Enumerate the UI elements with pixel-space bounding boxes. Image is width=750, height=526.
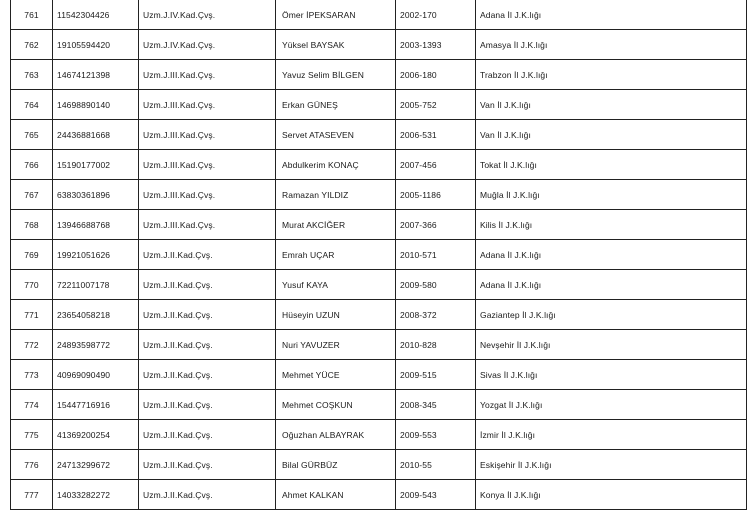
- id-number-cell: 24893598772: [53, 330, 139, 360]
- id-number-cell: 72211007178: [53, 270, 139, 300]
- table-row: [11, 0, 747, 30]
- row-number: 775: [11, 420, 53, 450]
- table-row: [11, 360, 747, 390]
- table-row: [11, 240, 747, 270]
- table-row: [11, 300, 747, 330]
- table-row: [11, 330, 747, 360]
- unit-cell: Tokat İl J.K.lığı: [476, 150, 747, 180]
- registry-number-cell: 2006-531: [396, 120, 476, 150]
- unit-cell: Yozgat İl J.K.lığı: [476, 390, 747, 420]
- row-number: 761: [11, 0, 53, 30]
- row-number: 766: [11, 150, 53, 180]
- rank-title-cell: Uzm.J.III.Kad.Çvş.: [139, 90, 276, 120]
- id-number-cell: 19921051626: [53, 240, 139, 270]
- rank-title-cell: Uzm.J.II.Kad.Çvş.: [139, 390, 276, 420]
- id-number-cell: 11542304426: [53, 0, 139, 30]
- unit-cell: Adana İl J.K.lığı: [476, 270, 747, 300]
- unit-cell: Eskişehir İl J.K.lığı: [476, 450, 747, 480]
- id-number-cell: 23654058218: [53, 300, 139, 330]
- id-number-cell: 40969090490: [53, 360, 139, 390]
- unit-cell: Kilis İl J.K.lığı: [476, 210, 747, 240]
- table-body: [11, 0, 747, 510]
- rank-title-cell: Uzm.J.III.Kad.Çvş.: [139, 60, 276, 90]
- id-number-cell: 13946688768: [53, 210, 139, 240]
- full-name-cell: Erkan GÜNEŞ: [276, 90, 396, 120]
- table-row: [11, 480, 747, 510]
- rank-title-cell: Uzm.J.IV.Kad.Çvş.: [139, 0, 276, 30]
- row-number: 767: [11, 180, 53, 210]
- id-number-cell: 14674121398: [53, 60, 139, 90]
- unit-cell: Konya İl J.K.lığı: [476, 480, 747, 510]
- id-number-cell: 15447716916: [53, 390, 139, 420]
- rank-title-cell: Uzm.J.III.Kad.Çvş.: [139, 120, 276, 150]
- id-number-cell: 14033282272: [53, 480, 139, 510]
- unit-cell: Muğla İl J.K.lığı: [476, 180, 747, 210]
- rank-title-cell: Uzm.J.IV.Kad.Çvş.: [139, 30, 276, 60]
- registry-number-cell: 2007-456: [396, 150, 476, 180]
- row-number: 774: [11, 390, 53, 420]
- rank-title-cell: Uzm.J.II.Kad.Çvş.: [139, 480, 276, 510]
- full-name-cell: Hüseyin UZUN: [276, 300, 396, 330]
- full-name-cell: Bilal GÜRBÜZ: [276, 450, 396, 480]
- unit-cell: Gaziantep İl J.K.lığı: [476, 300, 747, 330]
- id-number-cell: 14698890140: [53, 90, 139, 120]
- full-name-cell: Emrah UÇAR: [276, 240, 396, 270]
- rank-title-cell: Uzm.J.II.Kad.Çvş.: [139, 240, 276, 270]
- registry-number-cell: 2002-170: [396, 0, 476, 30]
- registry-number-cell: 2008-345: [396, 390, 476, 420]
- unit-cell: Trabzon İl J.K.lığı: [476, 60, 747, 90]
- row-number: 771: [11, 300, 53, 330]
- rank-title-cell: Uzm.J.II.Kad.Çvş.: [139, 420, 276, 450]
- registry-number-cell: 2005-752: [396, 90, 476, 120]
- full-name-cell: Yüksel BAYSAK: [276, 30, 396, 60]
- registry-number-cell: 2009-553: [396, 420, 476, 450]
- unit-cell: Amasya İl J.K.lığı: [476, 30, 747, 60]
- registry-number-cell: 2010-55: [396, 450, 476, 480]
- registry-number-cell: 2005-1186: [396, 180, 476, 210]
- table-row: [11, 450, 747, 480]
- unit-cell: Sivas İl J.K.lığı: [476, 360, 747, 390]
- full-name-cell: Nuri YAVUZER: [276, 330, 396, 360]
- full-name-cell: Oğuzhan ALBAYRAK: [276, 420, 396, 450]
- registry-number-cell: 2006-180: [396, 60, 476, 90]
- row-number: 768: [11, 210, 53, 240]
- unit-cell: Nevşehir İl J.K.lığı: [476, 330, 747, 360]
- id-number-cell: 24436881668: [53, 120, 139, 150]
- row-number: 763: [11, 60, 53, 90]
- row-number: 769: [11, 240, 53, 270]
- full-name-cell: Abdulkerim KONAÇ: [276, 150, 396, 180]
- row-number: 773: [11, 360, 53, 390]
- unit-cell: Adana İl J.K.lığı: [476, 0, 747, 30]
- rank-title-cell: Uzm.J.III.Kad.Çvş.: [139, 150, 276, 180]
- row-number: 762: [11, 30, 53, 60]
- registry-number-cell: 2009-543: [396, 480, 476, 510]
- table-row: [11, 420, 747, 450]
- table-row: [11, 90, 747, 120]
- full-name-cell: Mehmet COŞKUN: [276, 390, 396, 420]
- id-number-cell: 63830361896: [53, 180, 139, 210]
- rank-title-cell: Uzm.J.II.Kad.Çvş.: [139, 300, 276, 330]
- personnel-table: [10, 0, 747, 510]
- rank-title-cell: Uzm.J.II.Kad.Çvş.: [139, 330, 276, 360]
- rank-title-cell: Uzm.J.III.Kad.Çvş.: [139, 180, 276, 210]
- full-name-cell: Yusuf KAYA: [276, 270, 396, 300]
- table-row: [11, 120, 747, 150]
- id-number-cell: 15190177002: [53, 150, 139, 180]
- unit-cell: Adana İl J.K.lığı: [476, 240, 747, 270]
- registry-number-cell: 2003-1393: [396, 30, 476, 60]
- full-name-cell: Ömer İPEKSARAN: [276, 0, 396, 30]
- table-row: [11, 210, 747, 240]
- full-name-cell: Murat AKCİĞER: [276, 210, 396, 240]
- table-row: [11, 150, 747, 180]
- table-row: [11, 60, 747, 90]
- id-number-cell: 24713299672: [53, 450, 139, 480]
- full-name-cell: Yavuz Selim BİLGEN: [276, 60, 396, 90]
- registry-number-cell: 2009-580: [396, 270, 476, 300]
- rank-title-cell: Uzm.J.II.Kad.Çvş.: [139, 270, 276, 300]
- rank-title-cell: Uzm.J.III.Kad.Çvş.: [139, 210, 276, 240]
- registry-number-cell: 2007-366: [396, 210, 476, 240]
- table-row: [11, 30, 747, 60]
- table-row: [11, 390, 747, 420]
- registry-number-cell: 2010-828: [396, 330, 476, 360]
- full-name-cell: Mehmet YÜCE: [276, 360, 396, 390]
- id-number-cell: 41369200254: [53, 420, 139, 450]
- rank-title-cell: Uzm.J.II.Kad.Çvş.: [139, 450, 276, 480]
- table-row: [11, 270, 747, 300]
- row-number: 765: [11, 120, 53, 150]
- unit-cell: Van İl J.K.lığı: [476, 120, 747, 150]
- rank-title-cell: Uzm.J.II.Kad.Çvş.: [139, 360, 276, 390]
- row-number: 776: [11, 450, 53, 480]
- registry-number-cell: 2008-372: [396, 300, 476, 330]
- row-number: 764: [11, 90, 53, 120]
- full-name-cell: Ramazan YILDIZ: [276, 180, 396, 210]
- table-row: [11, 180, 747, 210]
- row-number: 772: [11, 330, 53, 360]
- registry-number-cell: 2009-515: [396, 360, 476, 390]
- registry-number-cell: 2010-571: [396, 240, 476, 270]
- unit-cell: Van İl J.K.lığı: [476, 90, 747, 120]
- full-name-cell: Servet ATASEVEN: [276, 120, 396, 150]
- id-number-cell: 19105594420: [53, 30, 139, 60]
- full-name-cell: Ahmet KALKAN: [276, 480, 396, 510]
- unit-cell: İzmir İl J.K.lığı: [476, 420, 747, 450]
- row-number: 777: [11, 480, 53, 510]
- row-number: 770: [11, 270, 53, 300]
